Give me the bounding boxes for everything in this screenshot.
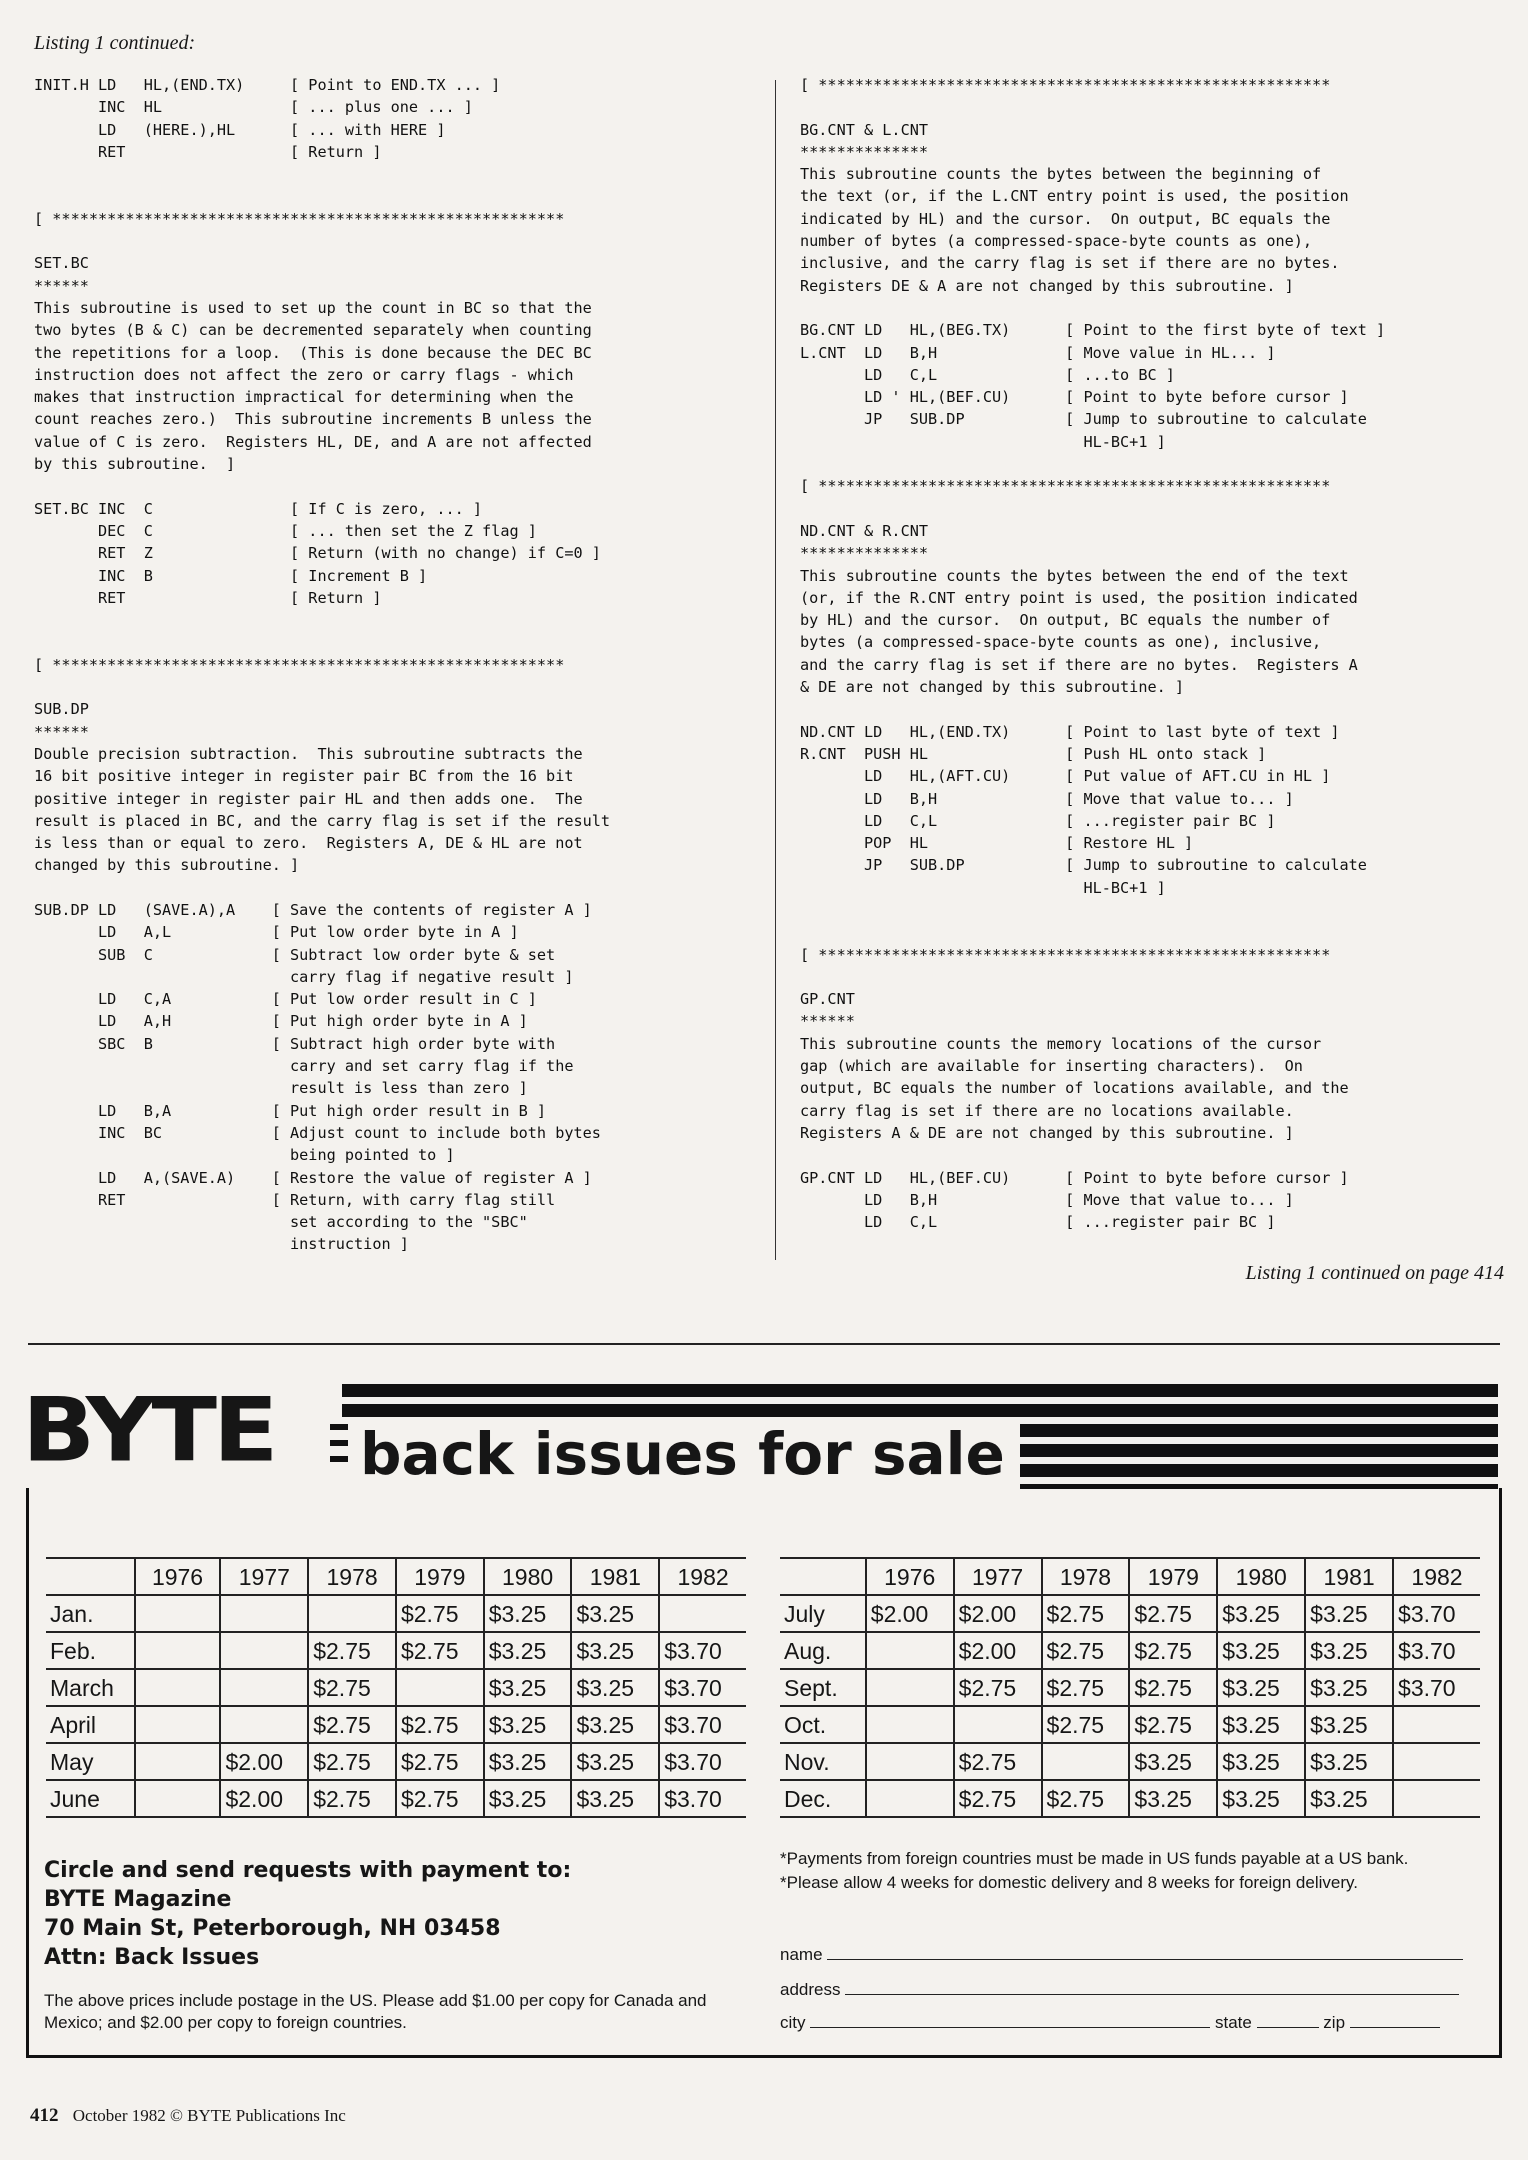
price-cell: $3.25 [1217,1743,1305,1780]
price-cell: $3.25 [484,1706,572,1743]
year-header: 1977 [220,1558,308,1595]
price-cell [220,1706,308,1743]
price-cell [866,1669,954,1706]
logo-stripe [342,1404,1498,1417]
price-cell: $3.25 [1305,1595,1393,1632]
code-line: gap (which are available for inserting characters). On [800,1057,1303,1076]
price-table-jul-dec [780,1557,1480,1818]
code-line: POP HL [ Restore HL ] [800,834,1194,853]
logo-stripe [1020,1464,1498,1477]
code-line: SET.BC INC C [ If C is zero, ... ] [34,499,483,518]
price-cell: $2.75 [1042,1780,1130,1817]
code-line: SET.BC [34,254,89,273]
price-cell: $3.25 [1305,1632,1393,1669]
code-line: [ ******************************************************** [800,945,1331,964]
price-cell: $2.75 [396,1632,484,1669]
price-cell: $3.25 [1217,1632,1305,1669]
code-line [34,230,610,252]
code-line: LD A,H [ Put high order byte in A ] [34,1012,528,1031]
form-state-label: state [1214,2013,1252,2032]
code-line: RET [ Return ] [34,588,382,607]
form-address-label: address [780,1980,841,1999]
code-line [800,698,1385,720]
code-line: being pointed to ] [34,1146,455,1165]
price-cell: $2.75 [308,1743,396,1780]
table-row [780,1780,1480,1817]
price-cell: $3.25 [571,1706,659,1743]
order-address-block [44,1856,571,1972]
month-label: Oct. [780,1706,866,1743]
code-line: (or, if the R.CNT entry point is used, the position indicated [800,588,1358,607]
year-header: 1982 [1393,1558,1480,1595]
code-line: output, BC equals the number of locations available, and the [800,1079,1349,1098]
form-address-line[interactable] [845,1979,1459,1995]
price-cell [135,1632,221,1669]
price-cell: $2.75 [1129,1595,1217,1632]
month-label: Aug. [780,1632,866,1669]
code-line: makes that instruction impractical for determining when the [34,388,574,407]
year-header: 1979 [1129,1558,1217,1595]
code-line: is less than or equal to zero. Registers A, DE & HL are not [34,834,583,853]
price-cell [1393,1743,1480,1780]
year-header: 1980 [1217,1558,1305,1595]
code-line: ************** [800,544,929,563]
code-line [800,498,1385,520]
code-line: count reaches zero.) This subroutine increments B unless the [34,410,592,429]
listing-left-column [34,74,610,1256]
code-line: 16 bit positive integer in register pair BC from the 16 bit [34,767,574,786]
price-cell [954,1706,1042,1743]
price-cell: $3.25 [571,1632,659,1669]
price-cell: $3.25 [484,1632,572,1669]
price-cell: $2.75 [1129,1669,1217,1706]
code-line: ND.CNT & R.CNT [800,521,929,540]
price-cell: $3.70 [659,1632,746,1669]
order-line: Circle and send requests with payment to: [44,1858,572,1883]
code-line: indicated by HL) and the cursor. On output, BC equals the [800,209,1331,228]
code-line: set according to the "SBC" [34,1213,528,1232]
column-divider [775,80,776,1260]
price-cell: $3.25 [484,1743,572,1780]
price-cell: $2.75 [954,1743,1042,1780]
price-cell [659,1595,746,1632]
price-cell [866,1743,954,1780]
code-line: instruction does not affect the zero or carry flags - which [34,365,574,384]
price-cell: $3.25 [1305,1706,1393,1743]
logo-stripe [330,1440,348,1446]
price-cell: $3.25 [484,1595,572,1632]
price-cell [135,1595,221,1632]
table-row [780,1595,1480,1632]
code-line: LD (HERE.),HL [ ... with HERE ] [34,120,446,139]
form-name-label: name [780,1945,823,1964]
foreign-payment-note: *Payments from foreign countries must be made in US funds payable at a US bank. [780,1849,1409,1868]
listing-continued-note: Listing 1 continued on page 414 [1245,1262,1504,1284]
price-cell: $3.25 [1129,1743,1217,1780]
form-name-line[interactable] [827,1944,1463,1960]
ad-headline: back issues for sale [360,1420,1005,1488]
code-line [800,921,1385,943]
code-line: positive integer in register pair HL and then adds one. The [34,789,583,808]
code-line [800,453,1385,475]
code-line: LD C,A [ Put low order result in C ] [34,990,537,1009]
month-label: May [46,1743,135,1780]
year-header: 1981 [1305,1558,1393,1595]
price-cell: $2.75 [1042,1595,1130,1632]
code-line [800,297,1385,319]
code-line: LD C,L [ ...register pair BC ] [800,811,1276,830]
form-address-row[interactable] [780,1979,1472,2000]
code-line: BG.CNT LD HL,(BEG.TX) [ Point to the first byte of text ] [800,321,1386,340]
code-line: HL-BC+1 ] [800,878,1166,897]
year-header: 1978 [308,1558,396,1595]
code-line: SUB.DP LD (SAVE.A),A [ Save the contents of register A ] [34,900,592,919]
code-line: [ ******************************************************** [34,209,565,228]
code-line: bytes (a compressed-space-byte counts as one), inclusive, [800,633,1322,652]
code-line: LD A,(SAVE.A) [ Restore the value of register A ] [34,1168,592,1187]
byte-logo: BYTE [22,1378,275,1482]
price-cell [1393,1706,1480,1743]
code-line [34,609,610,631]
form-city-label: city [780,2013,806,2032]
price-cell: $3.70 [1393,1595,1480,1632]
price-cell: $2.00 [220,1743,308,1780]
price-cell: $3.25 [1129,1780,1217,1817]
price-cell [396,1669,484,1706]
table-corner [46,1558,135,1595]
price-cell [135,1669,221,1706]
code-line: carry flag is set if there are no locations available. [800,1101,1294,1120]
code-line: LD C,L [ ...register pair BC ] [800,1213,1276,1232]
code-line: [ ******************************************************** [800,477,1331,496]
code-line: This subroutine is used to set up the count in BC so that the [34,298,592,317]
code-line: SUB C [ Subtract low order byte & set [34,945,556,964]
price-cell: $2.75 [308,1780,396,1817]
price-cell [1393,1780,1480,1817]
code-line: result is placed in BC, and the carry flag is set if the result [34,811,611,830]
code-line [34,631,610,653]
price-cell: $3.25 [484,1669,572,1706]
price-cell: $2.75 [1042,1632,1130,1669]
month-label: June [46,1780,135,1817]
code-line: RET [ Return, with carry flag still [34,1190,556,1209]
price-cell: $3.70 [659,1706,746,1743]
code-line: two bytes (B & C) can be decremented separately when counting [34,321,592,340]
footer-date-line: October 1982 © BYTE Publications Inc [72,2106,346,2125]
code-line: Double precision subtraction. This subroutine subtracts the [34,744,583,763]
price-cell: $3.25 [1305,1669,1393,1706]
code-line: number of bytes (a compressed-space-byte counts as one), [800,232,1313,251]
form-state-line[interactable] [1257,2012,1319,2028]
table-row [46,1595,746,1632]
price-cell: $3.70 [659,1780,746,1817]
year-header: 1976 [866,1558,954,1595]
ad-top-rule [28,1343,1500,1345]
delivery-note: *Please allow 4 weeks for domestic delivery and 8 weeks for foreign delivery. [780,1873,1358,1892]
logo-stripe [1020,1424,1498,1437]
payment-notes [780,1848,1470,1893]
month-label: July [780,1595,866,1632]
price-cell [135,1706,221,1743]
code-line: ************** [800,142,929,161]
postage-note: The above prices include postage in the US. Please add $1.00 per copy for Canada and Mexico; and $2.00 per copy to foreign countries. [44,1991,707,2032]
code-line: This subroutine counts the memory locations of the cursor [800,1034,1322,1053]
price-cell: $3.25 [1305,1743,1393,1780]
code-line: INC BC [ Adjust count to include both bytes [34,1123,601,1142]
price-cell: $3.25 [571,1743,659,1780]
logo-stripe [330,1456,348,1462]
table-row [46,1743,746,1780]
price-cell: $3.25 [484,1780,572,1817]
code-line: RET Z [ Return (with no change) if C=0 ] [34,544,601,563]
price-cell [135,1743,221,1780]
price-cell [866,1780,954,1817]
price-cell: $3.25 [1305,1780,1393,1817]
price-cell: $2.75 [396,1595,484,1632]
code-line [800,96,1385,118]
price-cell: $2.00 [866,1595,954,1632]
code-line: DEC C [ ... then set the Z flag ] [34,521,537,540]
code-line: result is less than zero ] [34,1079,528,1098]
table-corner [780,1558,866,1595]
code-line: INIT.H LD HL,(END.TX) [ Point to END.TX ... ] [34,76,501,94]
month-label: April [46,1706,135,1743]
code-line: BG.CNT & L.CNT [800,120,929,139]
code-line: value of C is zero. Registers HL, DE, and A are not affected [34,432,592,451]
table-row [780,1743,1480,1780]
listing-title: Listing 1 continued: [34,32,196,54]
table-row [46,1780,746,1817]
price-cell [220,1595,308,1632]
price-cell [220,1669,308,1706]
year-header: 1977 [954,1558,1042,1595]
price-cell: $2.75 [1042,1706,1130,1743]
price-cell: $2.00 [954,1632,1042,1669]
month-label: Nov. [780,1743,866,1780]
code-line: INC HL [ ... plus one ... ] [34,98,473,117]
table-row [46,1632,746,1669]
code-line: and the carry flag is set if there are no bytes. Registers A [800,655,1358,674]
year-header: 1978 [1042,1558,1130,1595]
code-line: the text (or, if the L.CNT entry point is used, the position [800,187,1349,206]
month-label: Dec. [780,1780,866,1817]
code-line: LD C,L [ ...to BC ] [800,365,1175,384]
code-line: [ ******************************************************** [34,655,565,674]
month-label: Sept. [780,1669,866,1706]
code-line: ND.CNT LD HL,(END.TX) [ Point to last byte of text ] [800,722,1340,741]
code-line: ****** [800,1012,855,1031]
price-cell: $2.75 [1129,1632,1217,1669]
price-cell: $3.25 [571,1780,659,1817]
price-cell: $2.75 [954,1780,1042,1817]
price-cell: $3.70 [1393,1669,1480,1706]
code-line: carry flag if negative result ] [34,967,574,986]
price-cell: $2.00 [954,1595,1042,1632]
price-cell: $2.75 [1042,1669,1130,1706]
month-label: Feb. [46,1632,135,1669]
price-cell [308,1595,396,1632]
code-line [34,676,610,698]
month-label: Jan. [46,1595,135,1632]
price-cell [220,1632,308,1669]
code-line: & DE are not changed by this subroutine. ] [800,678,1185,697]
code-line: HL-BC+1 ] [800,432,1166,451]
form-zip-line[interactable] [1350,2012,1440,2028]
code-line: changed by this subroutine. ] [34,856,300,875]
price-cell: $2.75 [396,1743,484,1780]
code-line: L.CNT LD B,H [ Move value in HL... ] [800,343,1276,362]
logo-stripe [330,1424,348,1430]
code-line: SUB.DP [34,700,89,719]
price-cell: $2.75 [396,1706,484,1743]
order-line: BYTE Magazine [44,1887,232,1912]
price-cell [866,1706,954,1743]
year-header: 1982 [659,1558,746,1595]
code-line [34,185,610,207]
year-header: 1980 [484,1558,572,1595]
price-cell [866,1632,954,1669]
code-line: by this subroutine. ] [34,455,236,474]
order-line: 70 Main St, Peterborough, NH 03458 [44,1916,501,1941]
form-city-row[interactable] [780,2012,1472,2033]
price-cell: $3.25 [1217,1669,1305,1706]
code-line: ****** [34,276,89,295]
price-cell: $2.00 [220,1780,308,1817]
price-cell: $2.75 [308,1632,396,1669]
price-cell: $3.25 [571,1669,659,1706]
price-cell: $2.75 [1129,1706,1217,1743]
price-cell: $2.75 [954,1669,1042,1706]
code-line: LD B,H [ Move that value to... ] [800,1190,1294,1209]
form-city-line[interactable] [810,2012,1210,2028]
code-line: SBC B [ Subtract high order byte with [34,1034,556,1053]
code-line: LD B,A [ Put high order result in B ] [34,1101,547,1120]
code-line: R.CNT PUSH HL [ Push HL onto stack ] [800,744,1267,763]
price-cell: $2.75 [308,1706,396,1743]
form-name-row[interactable] [780,1944,1472,1965]
code-line: This subroutine counts the bytes between the beginning of [800,165,1322,184]
form-zip-label: zip [1323,2013,1346,2032]
code-line: carry and set carry flag if the [34,1057,574,1076]
code-line: [ ******************************************************** [800,76,1331,94]
code-line: GP.CNT [800,990,855,1009]
price-cell [1042,1743,1130,1780]
code-line: JP SUB.DP [ Jump to subroutine to calculate [800,856,1367,875]
code-line: JP SUB.DP [ Jump to subroutine to calculate [800,410,1367,429]
price-cell: $2.75 [308,1669,396,1706]
code-line [800,899,1385,921]
listing-right-column [800,74,1385,1233]
page-number: 412 [30,2105,59,2126]
table-row [46,1669,746,1706]
price-table-jan-jun [46,1557,746,1818]
code-line: LD A,L [ Put low order byte in A ] [34,923,519,942]
table-row [780,1669,1480,1706]
code-line: LD HL,(AFT.CU) [ Put value of AFT.CU in HL ] [800,767,1331,786]
code-line: instruction ] [34,1235,409,1254]
code-line: the repetitions for a loop. (This is done because the DEC BC [34,343,592,362]
code-line: RET [ Return ] [34,142,382,161]
price-cell: $3.70 [1393,1632,1480,1669]
code-line: GP.CNT LD HL,(BEF.CU) [ Point to byte before cursor ] [800,1168,1349,1187]
code-line [34,877,610,899]
price-cell: $3.25 [1217,1595,1305,1632]
code-line: INC B [ Increment B ] [34,566,428,585]
order-line: Attn: Back Issues [44,1945,260,1970]
year-header: 1981 [571,1558,659,1595]
code-line: inclusive, and the carry flag is set if there are no bytes. [800,254,1340,273]
code-line [34,475,610,497]
code-line [800,1144,1385,1166]
code-line [34,163,610,185]
code-line: by HL) and the cursor. On output, BC equals the number of [800,611,1331,630]
month-label: March [46,1669,135,1706]
table-row [46,1706,746,1743]
year-header: 1976 [135,1558,221,1595]
table-row [780,1706,1480,1743]
price-cell: $3.70 [659,1669,746,1706]
price-cell: $3.70 [659,1743,746,1780]
code-line [800,966,1385,988]
code-line: This subroutine counts the bytes between the end of the text [800,566,1349,585]
price-cell: $3.25 [1217,1706,1305,1743]
code-line: Registers A & DE are not changed by this subroutine. ] [800,1123,1294,1142]
price-cell: $2.75 [396,1780,484,1817]
logo-stripe [342,1384,1498,1397]
price-cell [135,1780,221,1817]
table-row [780,1632,1480,1669]
logo-stripe [1020,1444,1498,1457]
code-line: Registers DE & A are not changed by this subroutine. ] [800,276,1294,295]
year-header: 1979 [396,1558,484,1595]
price-cell: $3.25 [1217,1780,1305,1817]
price-cell: $3.25 [571,1595,659,1632]
code-line: LD B,H [ Move that value to... ] [800,789,1294,808]
code-line: LD ' HL,(BEF.CU) [ Point to byte before cursor ] [800,388,1349,407]
code-line: ****** [34,722,89,741]
page-footer [30,2105,346,2127]
